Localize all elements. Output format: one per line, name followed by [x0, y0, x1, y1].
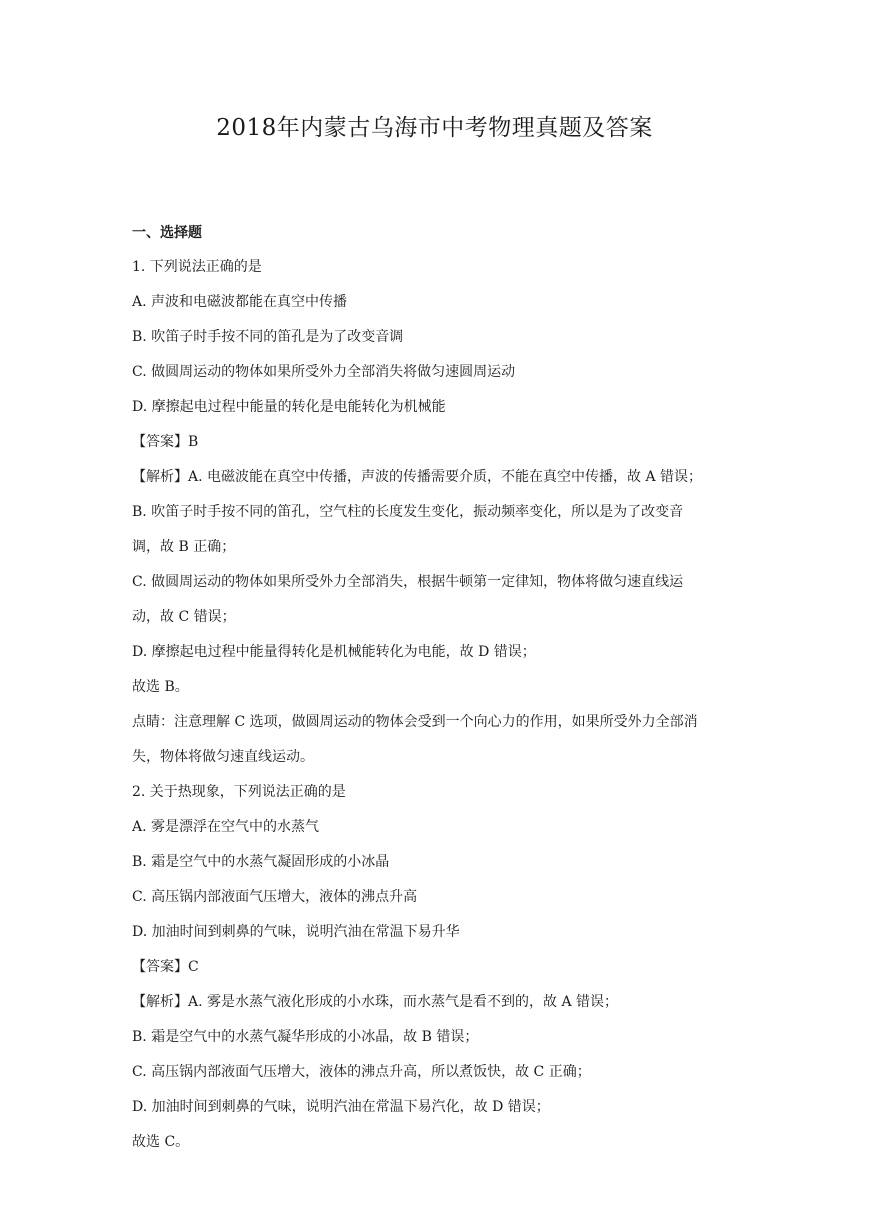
question-1-conclusion: 故选 B。 — [132, 679, 189, 695]
section-heading: 一、选择题 — [132, 225, 202, 241]
question-1-note: 失，物体将做匀速直线运动。 — [132, 749, 314, 765]
question-2-analysis-line: D. 加油时间到刺鼻的气味，说明汽油在常温下易汽化，故 D 错误； — [132, 1099, 550, 1115]
question-2-stem: 2. 关于热现象，下列说法正确的是 — [132, 784, 346, 800]
question-2-answer: 【答案】C — [132, 959, 199, 975]
question-1-analysis-line: 动，故 C 错误； — [132, 609, 236, 625]
question-2-analysis-line: 【解析】A. 雾是水蒸气液化形成的小水珠，而水蒸气是看不到的，故 A 错误； — [132, 994, 619, 1010]
question-2-analysis-line: B. 霜是空气中的水蒸气凝华形成的小冰晶，故 B 错误； — [132, 1029, 479, 1045]
question-1-analysis-line: B. 吹笛子时手按不同的笛孔，空气柱的长度发生变化，振动频率变化，所以是为了改变音 — [132, 504, 684, 520]
question-1-analysis-line: 调，故 B 正确； — [132, 539, 236, 555]
question-1-answer: 【答案】B — [132, 434, 199, 450]
document-title: 2018年内蒙古乌海市中考物理真题及答案 — [216, 115, 653, 141]
question-2-conclusion: 故选 C。 — [132, 1134, 190, 1150]
question-2-option-d: D. 加油时间到刺鼻的气味，说明汽油在常温下易升华 — [132, 924, 460, 940]
question-2-option-c: C. 高压锅内部液面气压增大，液体的沸点升高 — [132, 889, 418, 905]
question-2-analysis-line: C. 高压锅内部液面气压增大，液体的沸点升高，所以煮饭快，故 C 正确； — [132, 1064, 591, 1080]
question-2-option-b: B. 霜是空气中的水蒸气凝固形成的小冰晶 — [132, 854, 390, 870]
question-1-option-d: D. 摩擦起电过程中能量的转化是电能转化为机械能 — [132, 399, 446, 415]
question-1-note: 点睛：注意理解 C 选项，做圆周运动的物体会受到一个向心力的作用，如果所受外力全部消 — [132, 714, 698, 730]
question-1-analysis-line: C. 做圆周运动的物体如果所受外力全部消失，根据牛顿第一定律知，物体将做匀速直线运 — [132, 574, 684, 590]
question-1-option-a: A. 声波和电磁波都能在真空中传播 — [132, 294, 348, 310]
question-1-stem: 1. 下列说法正确的是 — [132, 259, 262, 275]
question-1-analysis-line: 【解析】A. 电磁波能在真空中传播，声波的传播需要介质，不能在真空中传播，故 A 错误； — [132, 469, 703, 485]
question-1-option-c: C. 做圆周运动的物体如果所受外力全部消失将做匀速圆周运动 — [132, 364, 516, 380]
question-2-option-a: A. 雾是漂浮在空气中的水蒸气 — [132, 819, 320, 835]
question-1-option-b: B. 吹笛子时手按不同的笛孔是为了改变音调 — [132, 329, 404, 345]
question-1-analysis-line: D. 摩擦起电过程中能量得转化是机械能转化为电能，故 D 错误； — [132, 644, 536, 660]
